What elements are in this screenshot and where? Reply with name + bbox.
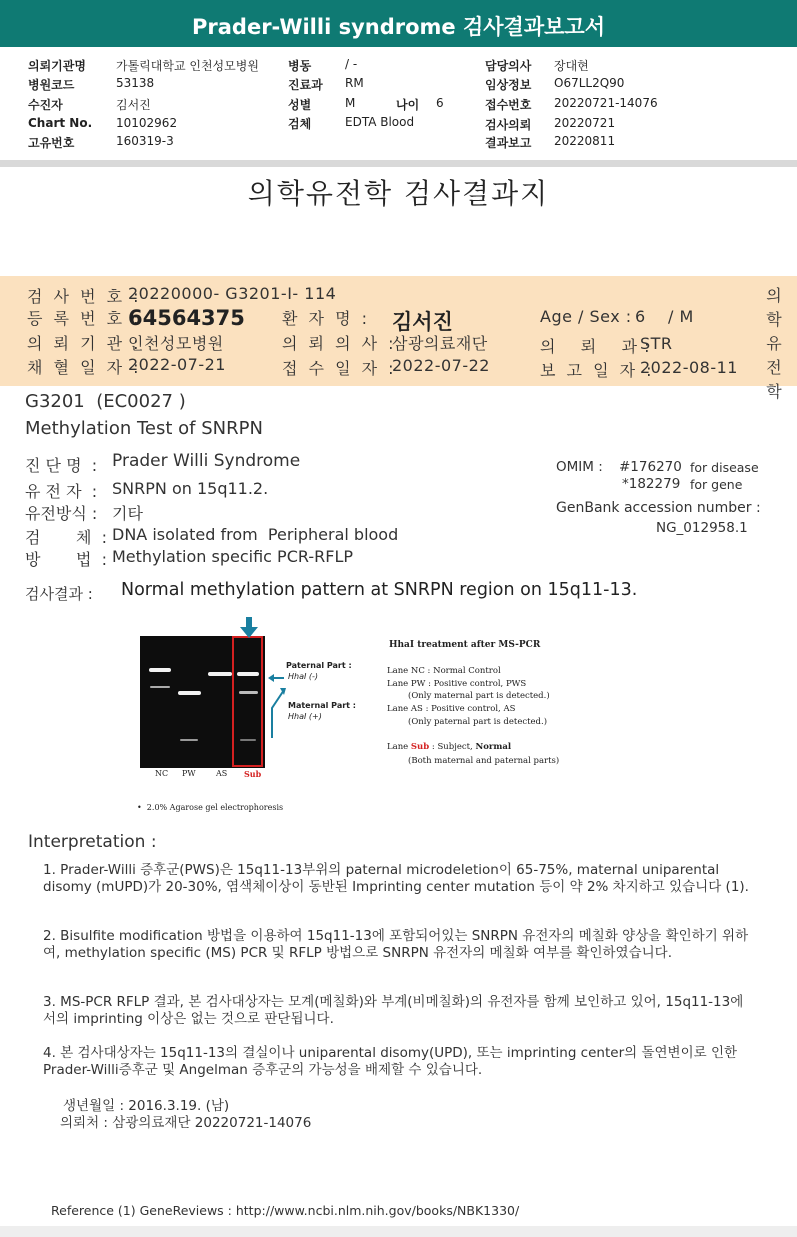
legend-sub-prefix: Lane: [387, 742, 409, 752]
interpretation-item-4: 4. 본 검사대상자는 15q11-13의 결실이나 uniparental disomy(UPD), 또는 imprinting center의 돌연변이로 인한 Prader-Willi증후군 및 Angelman 증후군의 가능성을 배제할 수 있습니다.: [43, 1045, 738, 1078]
value-method: Methylation specific PCR-RFLP: [112, 547, 353, 566]
label-genbank: GenBank accession number :: [556, 500, 761, 516]
label-report-date: 결과보고: [485, 136, 532, 150]
value-patient-name: 김서진: [392, 310, 453, 334]
interpretation-item-3: 3. MS-PCR RFLP 결과, 본 검사대상자는 모계(메칠화)와 부계(비메칠화)의 유전자를 함께 보인하고 있어, 15q11-13에서의 imprinting 이상은 없는 것으로 판단됩니다.: [43, 994, 744, 1027]
label-inheritance: 유전방식 :: [25, 504, 98, 523]
lane-label-as: AS: [216, 769, 228, 778]
value-age-sex: 6 / M: [635, 307, 694, 326]
label-method: 방 법 :: [25, 550, 108, 569]
value-patient: 김서진: [116, 98, 151, 112]
label-result: 검사결과 :: [25, 585, 93, 603]
side-char: 학: [766, 310, 782, 329]
interpretation-item-1: 1. Prader-Willi 증후군(PWS)은 15q11-13부위의 paternal microdeletion이 65-75%, maternal uniparental disomy (mUPD)가 20-30%, 염색체이상이 동반된 Imprinting center mutation 등이 약 2% 차지하고 있습니다 (1).: [43, 862, 749, 895]
legend-title: HhaI treatment after MS-PCR: [389, 640, 541, 650]
value-physician: 장대현: [554, 59, 589, 73]
value-gene: SNRPN on 15q11.2.: [112, 479, 269, 498]
birth-date: 생년월일 : 2016.3.19. (남): [63, 1098, 230, 1114]
label-patient-name: 환 자 명 :: [282, 309, 371, 328]
bracket-arrows-icon: [266, 668, 288, 740]
value-specimen: EDTA Blood: [345, 115, 415, 129]
gel-band-nc-upper: [149, 668, 171, 672]
value-age: 6: [436, 96, 444, 110]
lane-label-sub: Sub: [244, 769, 262, 779]
label-omim: OMIM :: [556, 459, 603, 475]
label-chart-no: Chart No.: [28, 116, 93, 130]
label-unique-no: 고유번호: [28, 136, 75, 150]
value-department: RM: [345, 76, 364, 90]
label-clinical-info: 임상정보: [485, 78, 532, 92]
label-issue-date: 보 고 일 자 :: [540, 361, 655, 380]
label-requesting-doctor: 의 뢰 의 사 :: [282, 334, 397, 353]
label-specimen: 검체: [288, 117, 312, 131]
legend-line-sub: [387, 742, 511, 752]
maternal-part-enzyme: HhaI (+): [288, 712, 322, 721]
value-test-no: 20220000- G3201-I- 114: [128, 284, 337, 303]
label-diagnosis: 진 단 명 :: [25, 456, 98, 475]
requester: 의뢰처 : 삼광의료재단 20220721-14076: [60, 1115, 312, 1131]
legend-sub-normal: Normal: [475, 742, 512, 752]
interpretation-item-2: 2. Bisulfite modification 방법을 이용하여 15q11-13에 포함되어있는 SNRPN 유전자의 메칠화 양상을 확인하기 위하여, methylation specific (MS) PCR 및 RFLP 방법으로 SNRPN 유전자의 메칠화 여부를 확인하였습니다.: [43, 928, 749, 961]
legend-line-as: Lane AS : Positive control, AS: [387, 704, 516, 714]
value-omim-gene: *182279: [622, 476, 681, 492]
label-requesting-dept: 의 뢰 과 :: [540, 337, 651, 356]
gel-band-as-main: [208, 672, 232, 676]
legend-line-pw: Lane PW : Positive control, PWS: [387, 679, 527, 689]
legend-line-pw-note: (Only maternal part is detected.): [408, 691, 550, 701]
gel-note: • 2.0% Agarose gel electrophoresis: [137, 803, 284, 812]
label-registration-no: 등 록 번 호 :: [27, 309, 142, 328]
test-code: G3201 (EC0027 ): [25, 391, 186, 412]
value-result: Normal methylation pattern at SNRPN region on 15q11-13.: [121, 580, 638, 600]
footer-strip: [0, 1226, 797, 1237]
value-sex: M: [345, 96, 356, 110]
lane-label-pw: PW: [182, 769, 196, 778]
label-age-sex: Age / Sex :: [540, 307, 632, 326]
gel-band-nc-lower: [150, 686, 170, 688]
value-request-date: 20220721: [554, 116, 616, 130]
label-test-no: 검 사 번 호 :: [27, 287, 142, 306]
value-requesting-doctor: 삼광의료재단: [392, 334, 488, 353]
value-genbank: NG_012958.1: [656, 520, 748, 536]
legend-line-nc: Lane NC : Normal Control: [387, 666, 501, 676]
side-char: 전: [766, 358, 782, 377]
interpretation-title: Interpretation :: [28, 832, 157, 852]
document-title: 의학유전학 검사결과지: [247, 177, 550, 210]
label-request-date: 검사의뢰: [485, 118, 532, 132]
value-registration-no: 64564375: [128, 306, 245, 330]
value-requesting-org: 가톨릭대학교 인천성모병원: [116, 59, 259, 73]
value-sample: DNA isolated from Peripheral blood: [112, 525, 399, 544]
maternal-part-label: Maternal Part :: [288, 701, 356, 710]
label-hospital-code: 병원코드: [28, 78, 75, 92]
label-requesting-institution: 의 뢰 기 관 :: [27, 334, 142, 353]
value-omim-disease: #176270: [619, 459, 682, 475]
arrow-down-icon: [238, 617, 260, 639]
label-patient: 수진자: [28, 98, 63, 112]
side-char: 유: [766, 334, 782, 353]
legend-line-as-note: (Only paternal part is detected.): [408, 717, 548, 727]
label-requesting-org: 의뢰기관명: [28, 59, 86, 73]
lane-label-nc: NC: [155, 769, 169, 778]
value-report-date: 20220811: [554, 134, 616, 148]
header-divider: [0, 160, 797, 167]
paternal-part-enzyme: HhaI (-): [288, 672, 319, 681]
label-ward: 병동: [288, 59, 312, 73]
legend-line-sub-note: (Both maternal and paternal parts): [408, 756, 560, 766]
label-sex: 성별: [288, 98, 312, 112]
report-title: Prader-Willi syndrome 검사결과보고서: [192, 15, 605, 39]
paternal-part-label: Paternal Part :: [286, 661, 352, 670]
value-receipt-date: 2022-07-22: [392, 356, 490, 375]
side-char: 학: [766, 382, 782, 401]
test-name: Methylation Test of SNRPN: [25, 418, 263, 439]
value-collection-date: 2022-07-21: [128, 355, 226, 374]
label-collection-date: 채 혈 일 자 :: [27, 358, 142, 377]
reference: Reference (1) GeneReviews : http://www.ncbi.nlm.nih.gov/books/NBK1330/: [51, 1203, 520, 1218]
gel-band-pw-main: [178, 691, 201, 695]
label-receipt-date: 접 수 일 자 :: [282, 359, 397, 378]
side-label-medical-genetics: [765, 284, 783, 404]
gel-band-pw-low: [180, 739, 198, 741]
value-unique-no: 160319-3: [116, 134, 174, 148]
value-inheritance: 기타: [112, 504, 143, 523]
label-gene: 유 전 자 :: [25, 482, 98, 501]
value-chart-no: 10102962: [116, 116, 178, 130]
legend-sub-rest: : Subject,: [431, 742, 473, 752]
value-ward: / -: [345, 57, 358, 71]
note-omim-disease: for disease: [690, 460, 759, 475]
label-sample: 검 체 :: [25, 528, 108, 547]
report-title-bar: [0, 0, 797, 47]
value-diagnosis: Prader Willi Syndrome: [112, 451, 301, 471]
subject-lane-highlight: [232, 636, 263, 767]
label-receipt-no: 접수번호: [485, 98, 532, 112]
value-requesting-institution: 인천성모병원: [128, 334, 224, 353]
label-age: 나이: [396, 98, 420, 112]
value-requesting-dept: STR: [640, 334, 673, 353]
side-char: 의: [766, 286, 782, 305]
label-department: 진료과: [288, 78, 323, 92]
legend-sub-word: Sub: [410, 742, 430, 752]
value-clinical-info: O67LL2Q90: [554, 76, 625, 90]
value-issue-date: 2022-08-11: [640, 358, 738, 377]
value-hospital-code: 53138: [116, 76, 155, 90]
label-physician: 담당의사: [485, 59, 532, 73]
value-receipt-no: 20220721-14076: [554, 96, 658, 110]
note-omim-gene: for gene: [690, 477, 743, 492]
